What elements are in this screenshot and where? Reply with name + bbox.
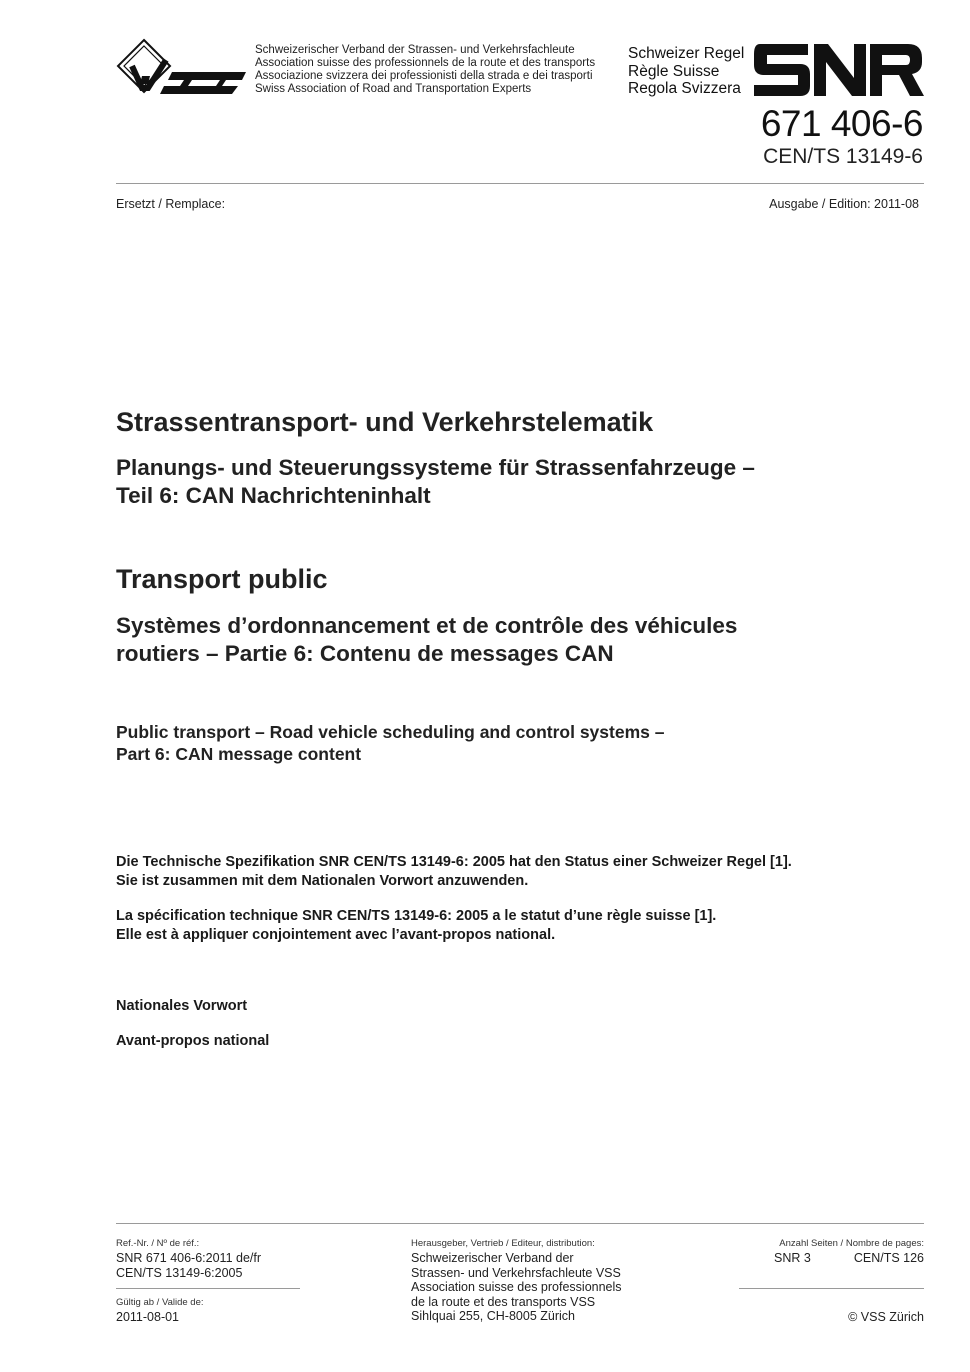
reference-line: SNR 671 406-6:2011 de/fr	[116, 1251, 262, 1265]
subtitle-fr	[116, 612, 916, 668]
validity-label: Gültig ab / Valide de:	[116, 1297, 204, 1308]
reference-block	[116, 1238, 261, 1280]
reference-line: CEN/TS 13149-6:2005	[116, 1265, 243, 1280]
subtitle-fr-line: Systèmes d’ordonnancement et de contrôle des véhicules	[116, 613, 738, 638]
reference-divider	[116, 1288, 300, 1289]
regel-label-fr: Règle Suisse	[628, 62, 720, 80]
subtitle-fr-line: routiers – Partie 6: Contenu de messages CAN	[116, 641, 614, 666]
status-de	[116, 853, 916, 890]
regel-labels	[628, 45, 744, 98]
vss-logo	[114, 36, 248, 98]
title-fr: Transport public	[116, 564, 328, 594]
status-fr	[116, 907, 916, 944]
org-line-it: Associazione svizzera dei professionisti della strada e dei trasporti	[255, 70, 593, 82]
page-count-label: Anzahl Seiten / Nombre de pages:	[779, 1238, 924, 1249]
org-line-fr: Association suisse des professionnels de la route et des transports	[255, 57, 596, 69]
subtitle-de	[116, 454, 916, 510]
page-count-values	[774, 1251, 924, 1266]
status-de-line: Die Technische Spezifikation SNR CEN/TS 13149-6: 2005 hat den Status einer Schweizer Regel [1].	[116, 854, 792, 870]
regel-label-de: Schweizer Regel	[628, 45, 745, 62]
standard-number: 671 406-6	[760, 103, 923, 144]
edition-label: Ausgabe / Edition: 2011-08	[769, 197, 919, 211]
validity-block	[116, 1297, 204, 1325]
snr-logo	[754, 44, 924, 96]
title-de: Strassentransport- und Verkehrstelematik	[116, 407, 654, 437]
page-count-divider	[739, 1288, 924, 1289]
page-count-snr: SNR 3	[774, 1251, 811, 1265]
footer-divider	[116, 1223, 924, 1224]
status-fr-line: Elle est à appliquer conjointement avec l’avant-propos national.	[116, 926, 556, 943]
foreword-fr: Avant-propos national	[116, 1033, 270, 1049]
org-line-de: Schweizerischer Verband der Strassen- und Verkehrsfachleute	[255, 44, 575, 56]
publisher-line: Sihlquai 255, CH-8005 Zürich	[411, 1309, 575, 1323]
validity-date: 2011-08-01	[116, 1310, 180, 1324]
publisher-line: Association suisse des professionnels	[411, 1280, 622, 1294]
org-line-en: Swiss Association of Road and Transportation Experts	[255, 83, 532, 95]
page-count-block	[774, 1238, 924, 1266]
status-fr-line: La spécification technique SNR CEN/TS 13149-6: 2005 a le statut d’une règle suisse [1].	[116, 908, 717, 924]
reference-label: Ref.-Nr. / Nº de réf.:	[116, 1238, 200, 1249]
publisher-line: de la route et des transports VSS	[411, 1294, 596, 1309]
foreword-de: Nationales Vorwort	[116, 998, 248, 1014]
title-en-line: Part 6: CAN message content	[116, 744, 362, 764]
publisher-line: Strassen- und Verkehrsfachleute VSS	[411, 1265, 621, 1280]
replaces-label: Ersetzt / Remplace:	[116, 197, 226, 211]
subtitle-de-line: Planungs- und Steuerungssysteme für Strassenfahrzeuge –	[116, 455, 755, 480]
copyright: © VSS Zürich	[848, 1310, 924, 1324]
organization-names	[255, 44, 595, 96]
cen-number: CEN/TS 13149-6	[763, 145, 923, 168]
status-de-line: Sie ist zusammen mit dem Nationalen Vorwort anzuwenden.	[116, 872, 529, 889]
regel-label-it: Regola Svizzera	[628, 80, 741, 97]
publisher-block	[411, 1238, 622, 1324]
header-divider	[116, 183, 924, 184]
title-en-line: Public transport – Road vehicle scheduling and control systems –	[116, 722, 665, 742]
subtitle-de-line: Teil 6: CAN Nachrichteninhalt	[116, 483, 431, 508]
publisher-label: Herausgeber, Vertrieb / Editeur, distribution:	[411, 1238, 595, 1249]
title-en	[116, 721, 916, 765]
page-count-cen: CEN/TS 126	[853, 1251, 924, 1265]
publisher-line: Schweizerischer Verband der	[411, 1251, 574, 1265]
